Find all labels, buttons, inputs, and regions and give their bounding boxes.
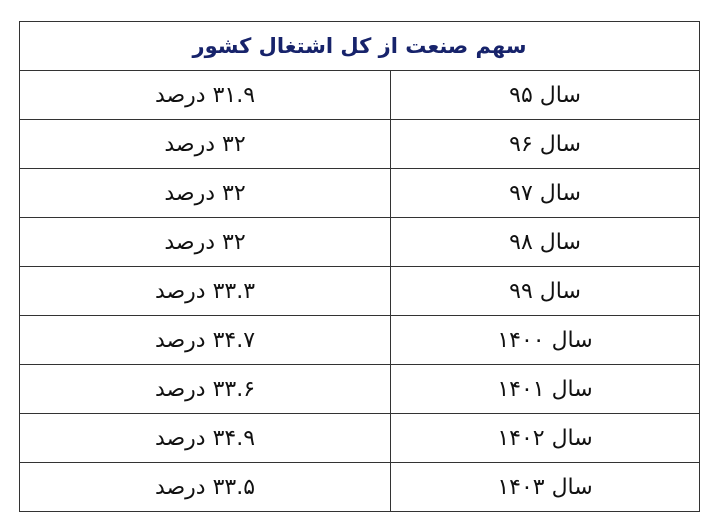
table-row xyxy=(20,365,700,414)
value-cell xyxy=(20,71,391,120)
year-cell xyxy=(391,365,700,414)
table-title-row xyxy=(20,22,700,71)
year-cell xyxy=(391,267,700,316)
year-label: سال ۹۵ xyxy=(509,82,581,108)
value-label: ۳۲ درصد xyxy=(164,229,246,255)
value-label: ۳۳.۶ درصد xyxy=(154,376,256,402)
value-cell xyxy=(20,169,391,218)
value-cell xyxy=(20,267,391,316)
value-cell xyxy=(20,463,391,512)
table-row xyxy=(20,316,700,365)
year-label: سال ۹۶ xyxy=(509,131,581,157)
year-label: سال ۹۷ xyxy=(509,180,581,206)
year-label: سال ۱۴۰۱ xyxy=(497,376,593,402)
value-cell xyxy=(20,365,391,414)
value-label: ۳۳.۵ درصد xyxy=(154,474,256,500)
year-cell xyxy=(391,316,700,365)
value-label: ۳۴.۷ درصد xyxy=(154,327,256,353)
table-row xyxy=(20,267,700,316)
year-label: سال ۹۹ xyxy=(509,278,581,304)
table-title: سهم صنعت از کل اشتغال کشور xyxy=(20,22,700,71)
table-row xyxy=(20,218,700,267)
value-label: ۳۳.۳ درصد xyxy=(154,278,256,304)
table-row xyxy=(20,169,700,218)
value-label: ۳۲ درصد xyxy=(164,180,246,206)
value-cell xyxy=(20,218,391,267)
value-label: ۳۲ درصد xyxy=(164,131,246,157)
value-cell xyxy=(20,316,391,365)
employment-share-table xyxy=(19,21,700,512)
value-cell xyxy=(20,414,391,463)
value-label: ۳۱.۹ درصد xyxy=(154,82,256,108)
year-cell xyxy=(391,414,700,463)
table-row xyxy=(20,120,700,169)
year-label: سال ۹۸ xyxy=(509,229,581,255)
year-cell xyxy=(391,218,700,267)
table-row xyxy=(20,463,700,512)
value-label: ۳۴.۹ درصد xyxy=(154,425,256,451)
table-row xyxy=(20,414,700,463)
year-label: سال ۱۴۰۲ xyxy=(497,425,593,451)
table-row xyxy=(20,71,700,120)
year-label: سال ۱۴۰۳ xyxy=(497,474,593,500)
year-cell xyxy=(391,463,700,512)
year-cell xyxy=(391,71,700,120)
year-label: سال ۱۴۰۰ xyxy=(497,327,593,353)
value-cell xyxy=(20,120,391,169)
year-cell xyxy=(391,169,700,218)
year-cell xyxy=(391,120,700,169)
